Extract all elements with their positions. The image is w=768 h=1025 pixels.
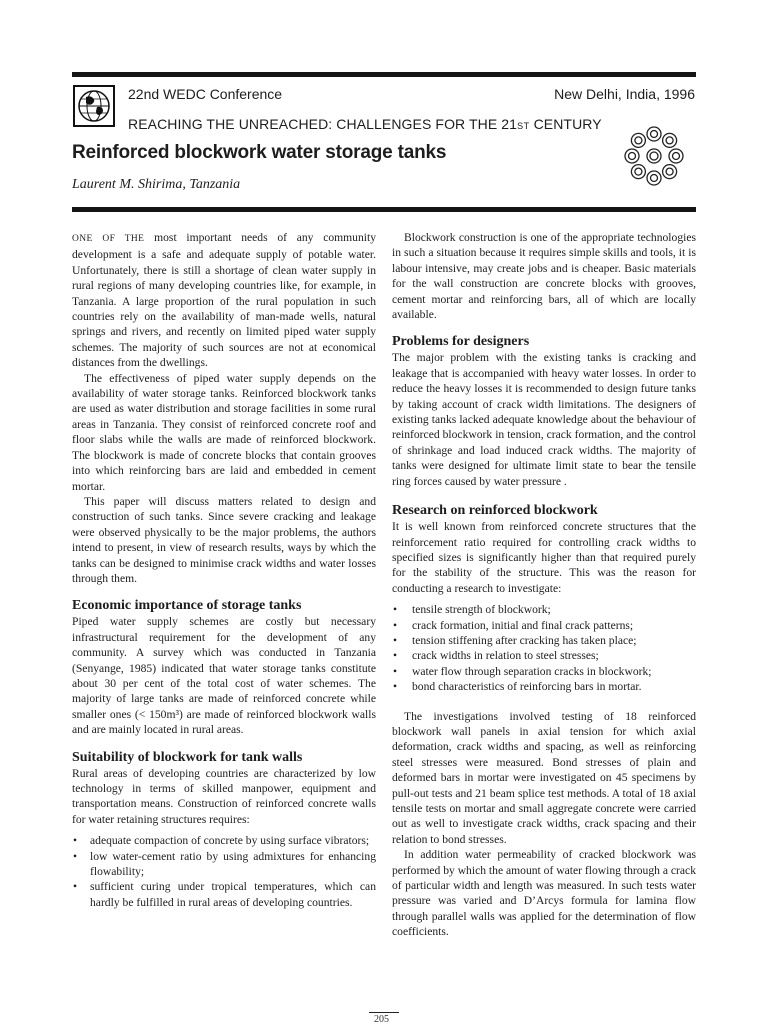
heading-economic-importance: Economic importance of storage tanks	[72, 598, 302, 614]
heading-problems-for-designers: Problems for designers	[392, 334, 530, 350]
list-item: • sufficient curing under tropical temperatures, which can hardly be fulfilled in rural areas of developing countries.	[72, 879, 376, 910]
conference-theme	[128, 116, 602, 132]
heading-research: Research on reinforced blockwork	[392, 503, 598, 519]
flower-emblem-icon	[620, 122, 688, 190]
list-item: • tension stiffening after cracking has taken place;	[392, 633, 696, 648]
page-number-rule	[369, 1012, 399, 1013]
paragraph-effectiveness: The effectiveness of piped water supply depends on the availability of water storage tanks. Reinforced blockwork tanks are used as water distribution and storage facilities in some rural areas in Tanzania. They consist of reinforced concrete roof and floor slabs while the walls are made of reinforced blockwork. The blockwork is made of concrete blocks that contain grooves into which reinforcing bars are laid and embedded in cement mortar.	[72, 371, 376, 493]
paper-author: Laurent M. Shirima, Tanzania	[72, 177, 241, 192]
wedc-globe-logo-icon	[73, 85, 115, 127]
intro-text: most important needs of any community development is a safe and adequate supply of potable water. Unfortunately, there is still a shortage of clean water supply in rural regions of many developing countries like, for example, in Tanzania. A large proportion of the rural population in such countries rely on the availability of man-made wells, natural springs and rivers, and recently on limited piped water supply schemes. The majority of such sources are not at economical distances from the dwellings.	[72, 231, 377, 370]
paper-title: Reinforced blockwork water storage tanks	[72, 142, 447, 163]
list-item: • tensile strength of blockwork;	[392, 602, 696, 617]
theme-main: REACHING THE UNREACHED: CHALLENGES FOR THE 21	[128, 116, 518, 132]
list-item: • adequate compaction of concrete by using surface vibrators;	[72, 833, 376, 848]
paragraph-suitability: Rural areas of developing countries are characterized by low technology in terms of skilled manpower, equipment and transportation means. Construction of reinforced concrete walls for water retaining structures requires:	[72, 766, 376, 826]
theme-end: CENTURY	[529, 116, 602, 132]
list-item: • low water-cement ratio by using admixtures for enhancing flowability;	[72, 849, 376, 880]
theme-superscript: ST	[517, 121, 530, 131]
page-number: 205	[374, 1014, 389, 1025]
list-item: • crack widths in relation to steel stresses;	[392, 648, 696, 663]
list-item: • bond characteristics of reinforcing bars in mortar.	[392, 679, 696, 694]
paragraph-problems: The major problem with the existing tanks is cracking and leakage that is accompanied with heavy water losses. In order to reduce the heavy losses it is recommended to design future tanks by taking account of crack width limitations. The designers of existing tanks lacked adequate knowledge about the behaviour of reinforced blockwork in tension, crack formation, and the control of shrinkage and load induced crack widths. The majority of tanks were designed for ultimate limit state to bear the tensile ring forces caused by water pressure .	[392, 351, 696, 488]
requirements-list	[72, 833, 376, 910]
conference-name: 22nd WEDC Conference	[128, 86, 283, 102]
intro-paragraph	[72, 230, 376, 371]
paragraph-research: It is well known from reinforced concrete structures that the reinforcement ratio required for controlling crack widths to specified sizes is significantly higher than that required purely for the stability of the structure. This was the reason for conducting a research to investigate:	[392, 520, 696, 595]
conference-location: New Delhi, India, 1996	[554, 86, 695, 102]
heading-suitability: Suitability of blockwork for tank walls	[72, 749, 303, 765]
paragraph-investigations: The investigations involved testing of 18 reinforced blockwork wall panels in axial tension for which axial deformation, crack widths and spacing, as well as reinforcing steel stresses were measured. Bond stresses of plain and deformed bars in mortar were investigated on 45 specimens by pull-out tests and 21 beam splice test methods. A total of 18 axial tensile tests on mortar and small aggregate concrete were carried out as well to investigate crack widths, crack spacing and their relation to bond stresses.	[392, 709, 696, 846]
paragraph-permeability: In addition water permeability of cracked blockwork was performed by which the amount of water flowing through a crack of particular width and length was measured. In such tests water pressure was varied and D’Arcys formula for lamina flow through parallel walls was applied for the determination of flow coefficients.	[392, 848, 696, 939]
paragraph-blockwork-construction: Blockwork construction is one of the appropriate technologies in such a situation because it requires simple skills and tools, it is labour intensive, may create jobs and is cheaper. Basic materials for the wall construction are concrete blocks with grooves, cement mortar and reinforcing bars, all of which are locally available.	[392, 231, 696, 322]
left-column	[72, 230, 376, 910]
research-list	[392, 602, 696, 694]
header-top-rule	[72, 72, 696, 77]
paragraph-scope: This paper will discuss matters related to design and construction of such tanks. Since severe cracking and leakage were observed physically to be the major problems, the authors intend to present, in view of research results, ways by which the tanks can be designed to minimise crack widths and water losses through them.	[72, 494, 376, 585]
list-item: • water flow through separation cracks in blockwork;	[392, 664, 696, 679]
paragraph-economic: Piped water supply schemes are costly but necessary infrastructural requirement for the development of any community. A survey which was conducted in Tanzania (Senyange, 1985) indicated that water storage tanks constitute about 30 per cent of the total cost of water schemes. The majority of large tanks are made of reinforced concrete while smaller ones (< 150m³) are made of reinforced blockwork walls and are mainly located in rural areas.	[72, 615, 376, 737]
right-column	[392, 230, 696, 940]
list-item: • crack formation, initial and final crack patterns;	[392, 618, 696, 633]
header-bottom-rule	[72, 207, 696, 212]
intro-lead-smallcaps: ONE OF THE	[72, 234, 145, 244]
